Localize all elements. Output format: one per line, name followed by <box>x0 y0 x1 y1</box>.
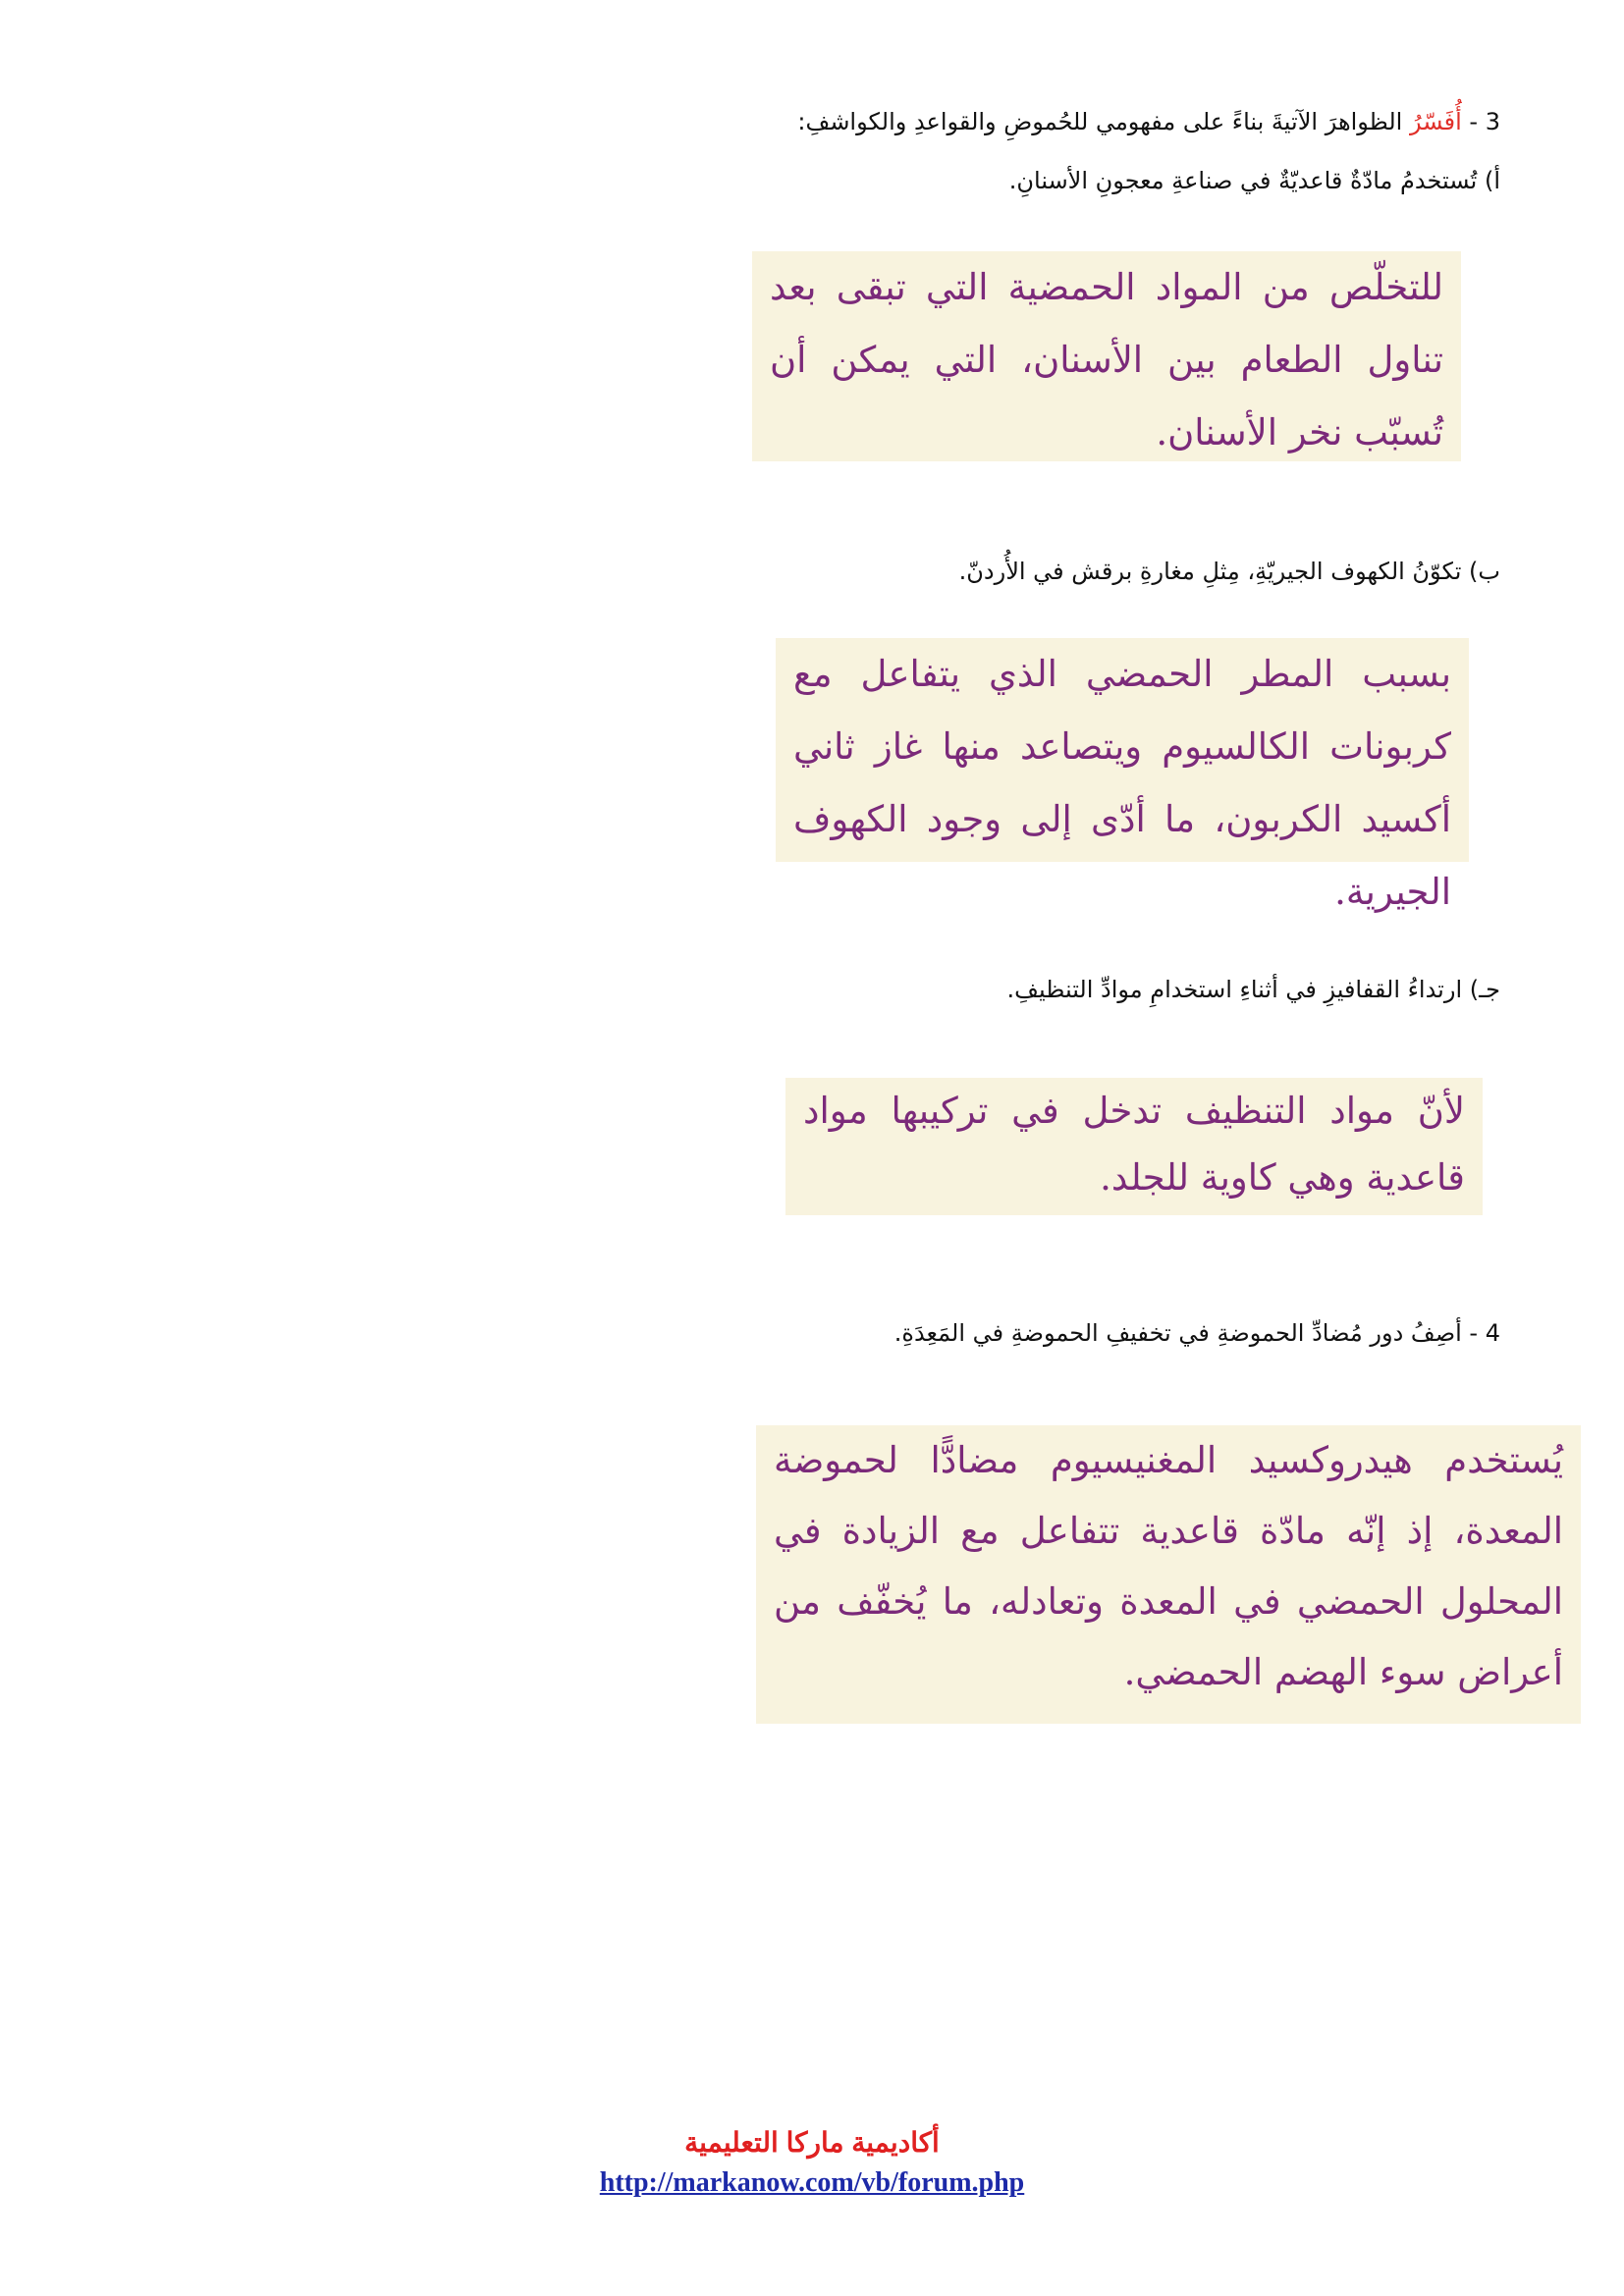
answer-3a: للتخلّص من المواد الحمضية التي تبقى بعد تناول الطعام بين الأسنان، التي يمكن أن تُسبّب نخر الأسنان. <box>752 251 1461 461</box>
answer-3c: لأنّ مواد التنظيف تدخل في تركيبها مواد قاعدية وهي كاوية للجلد. <box>785 1078 1483 1215</box>
footer-link[interactable]: http://markanow.com/vb/forum.php <box>599 2167 1025 2198</box>
question-3-verb: أُفَسّرُ <box>1409 108 1462 135</box>
question-3b-text: تكوّنُ الكهوف الجيريّةِ، مِثلِ مغارةِ برقش في الأُردنّ. <box>958 558 1462 585</box>
question-3-prompt <box>797 104 1500 139</box>
question-3a <box>1009 163 1500 198</box>
question-4 <box>894 1315 1500 1351</box>
question-3b <box>959 554 1500 589</box>
question-3c-text: ارتداءُ القفافيزِ في أثناءِ استخدامِ موادِّ التنظيفِ. <box>1006 976 1463 1003</box>
question-3b-label: ب) <box>1469 558 1500 585</box>
question-3a-text: تُستخدمُ مادّةٌ قاعديّةٌ في صناعةِ معجونِ الأسنانِ. <box>1008 167 1478 194</box>
question-3-text: الظواهرَ الآتيةَ بناءً على مفهومي للحُموضِ والقواعدِ والكواشفِ: <box>797 108 1403 135</box>
answer-4: يُستخدم هيدروكسيد المغنيسيوم مضادًّا لحموضة المعدة، إذ إنّه مادّة قاعدية تتفاعل مع الزيادة في المحلول الحمضي في المعدة وتعادله، ما يُخفّف من أعراض سوء الهضم الحمضي. <box>756 1425 1581 1724</box>
question-3c-label: جـ) <box>1469 976 1500 1003</box>
question-4-text: أصِفُ دور مُضادِّ الحموضةِ في تخفيفِ الحموضةِ في المَعِدَةِ. <box>893 1319 1462 1347</box>
question-4-number: 4 - <box>1469 1319 1500 1347</box>
question-3a-label: أ) <box>1484 167 1500 194</box>
footer-title: أكاديمية ماركا التعليمية <box>684 2127 940 2158</box>
question-3-number: 3 - <box>1469 108 1500 135</box>
answer-3b: بسبب المطر الحمضي الذي يتفاعل مع كربونات الكالسيوم ويتصاعد منها غاز ثاني أكسيد الكربون، ما أدّى إلى وجود الكهوف الجيرية. <box>776 638 1469 862</box>
question-3c <box>1007 972 1500 1007</box>
